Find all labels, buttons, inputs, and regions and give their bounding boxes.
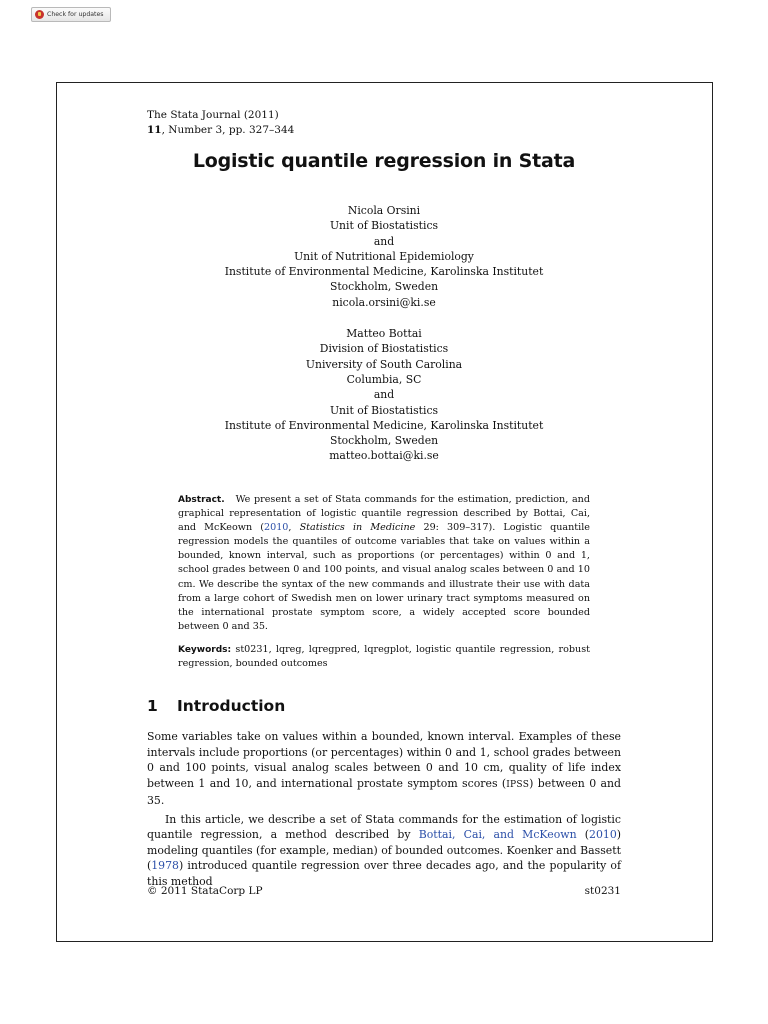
copyright-notice: © 2011 StataCorp LP — [147, 885, 263, 897]
paragraph-2-text: In this article, we describe a set of Stata commands for the estimation of logistic quantile regression, a method described by — [147, 812, 621, 841]
journal-line: The Stata Journal (2011) — [147, 109, 279, 121]
abstract-text-2: , — [288, 522, 300, 534]
paragraph-2-paren: ( — [576, 828, 590, 841]
crossmark-icon — [35, 10, 44, 19]
issue-pages: , Number 3, pp. 327–344 — [161, 124, 295, 136]
paragraph-1 — [147, 729, 621, 809]
paragraph-1-text-end: ) between 0 and 35. — [147, 776, 622, 807]
author-1-affiliation-2: Unit of Nutritional Epidemiology — [294, 249, 474, 263]
author-1-name: Nicola Orsini — [347, 204, 421, 217]
author-2-name: Matteo Bottai — [346, 327, 422, 341]
ipss-abbrev: IPSS — [506, 779, 530, 790]
volume-line — [147, 123, 294, 138]
author-2-and: and — [373, 388, 395, 402]
paper-title: Logistic quantile regression in Stata — [192, 150, 576, 172]
author-2-email: matteo.bottai@ki.se — [329, 449, 439, 463]
page-footer — [147, 885, 621, 897]
check-for-updates-label: Check for updates — [47, 11, 104, 18]
section-title: Introduction — [177, 697, 286, 715]
author-2-location: Stockholm, Sweden — [329, 434, 439, 448]
abstract-text-3: 29: 309–317). Logistic quantile regression models the quantiles of outcome variables that take on values within a bounded, known interval, such as proportions (or percentages) within 0 and 1, school grades between 0 and 100 points, and visual analog scales between 0 and 10 cm. We describe the syntax of the new commands and illustrate their use with data from a large cohort of Swedish men on lower urinary tract symptoms measured on the international prostate symptom score, a widely accepted score bounded between 0 and 35. — [178, 522, 590, 632]
author-1-location: Stockholm, Sweden — [329, 280, 439, 294]
section-heading — [147, 697, 285, 715]
author-2-institute: Institute of Environmental Medicine, Karolinska Institutet — [224, 418, 544, 432]
author-1-affiliation: Unit of Biostatistics — [329, 219, 439, 233]
abstract-journal: Statistics in Medicine — [299, 522, 416, 534]
keywords — [178, 643, 590, 671]
abstract — [178, 493, 590, 634]
citation-bottai-link[interactable]: Bottai, Cai, and McKeown — [418, 828, 577, 841]
author-1-and: and — [373, 234, 395, 248]
author-2-affiliation: Division of Biostatistics — [319, 342, 449, 356]
check-for-updates-button[interactable] — [31, 7, 111, 22]
author-1-institute: Institute of Environmental Medicine, Karolinska Institutet — [224, 265, 544, 279]
author-1 — [147, 203, 621, 310]
author-1-email: nicola.orsini@ki.se — [332, 295, 436, 309]
keywords-heading: Keywords: — [178, 645, 232, 655]
abstract-text-1: We present a set of Stata commands for the estimation, prediction, and graphical representation of logistic quantile regression described by Bottai, Cai, and McKeown ( — [178, 494, 590, 534]
keywords-text: st0231, lqreg, lqregpred, lqregplot, logistic quantile regression, robust regression, bounded outcomes — [178, 644, 590, 670]
author-2-city: Columbia, SC — [346, 372, 422, 386]
paragraph-1-text: Some variables take on values within a bounded, known interval. Examples of these intervals include proportions (or percentages) within 0 and 1, school grades between 0 and 100 points, visual analog scales between 0 and 10 cm, quality of life index between 1 and 10, and international prostate symptom scores ( — [147, 730, 621, 790]
body-text — [147, 729, 621, 889]
citation-koenker-year-link[interactable]: 1978 — [151, 859, 179, 872]
paragraph-2-text-mid: ) modeling quantiles (for example, median) of bounded outcomes. Koenker and Bassett ( — [147, 828, 622, 872]
author-2 — [147, 326, 621, 464]
author-2-university: University of South Carolina — [305, 357, 463, 371]
abstract-citation-year[interactable]: 2010 — [264, 522, 289, 534]
section-number: 1 — [147, 697, 158, 715]
citation-bottai-year-link[interactable]: 2010 — [589, 828, 617, 841]
article-code: st0231 — [584, 885, 621, 897]
volume-number: 11 — [147, 124, 162, 136]
author-block — [147, 203, 621, 464]
author-2-affiliation-2: Unit of Biostatistics — [329, 403, 439, 417]
journal-info — [147, 108, 294, 138]
abstract-heading: Abstract. — [178, 495, 225, 505]
paragraph-2-text-end: ) introduced quantile regression over three decades ago, and the popularity of this method — [147, 859, 621, 888]
paragraph-2 — [147, 812, 621, 890]
